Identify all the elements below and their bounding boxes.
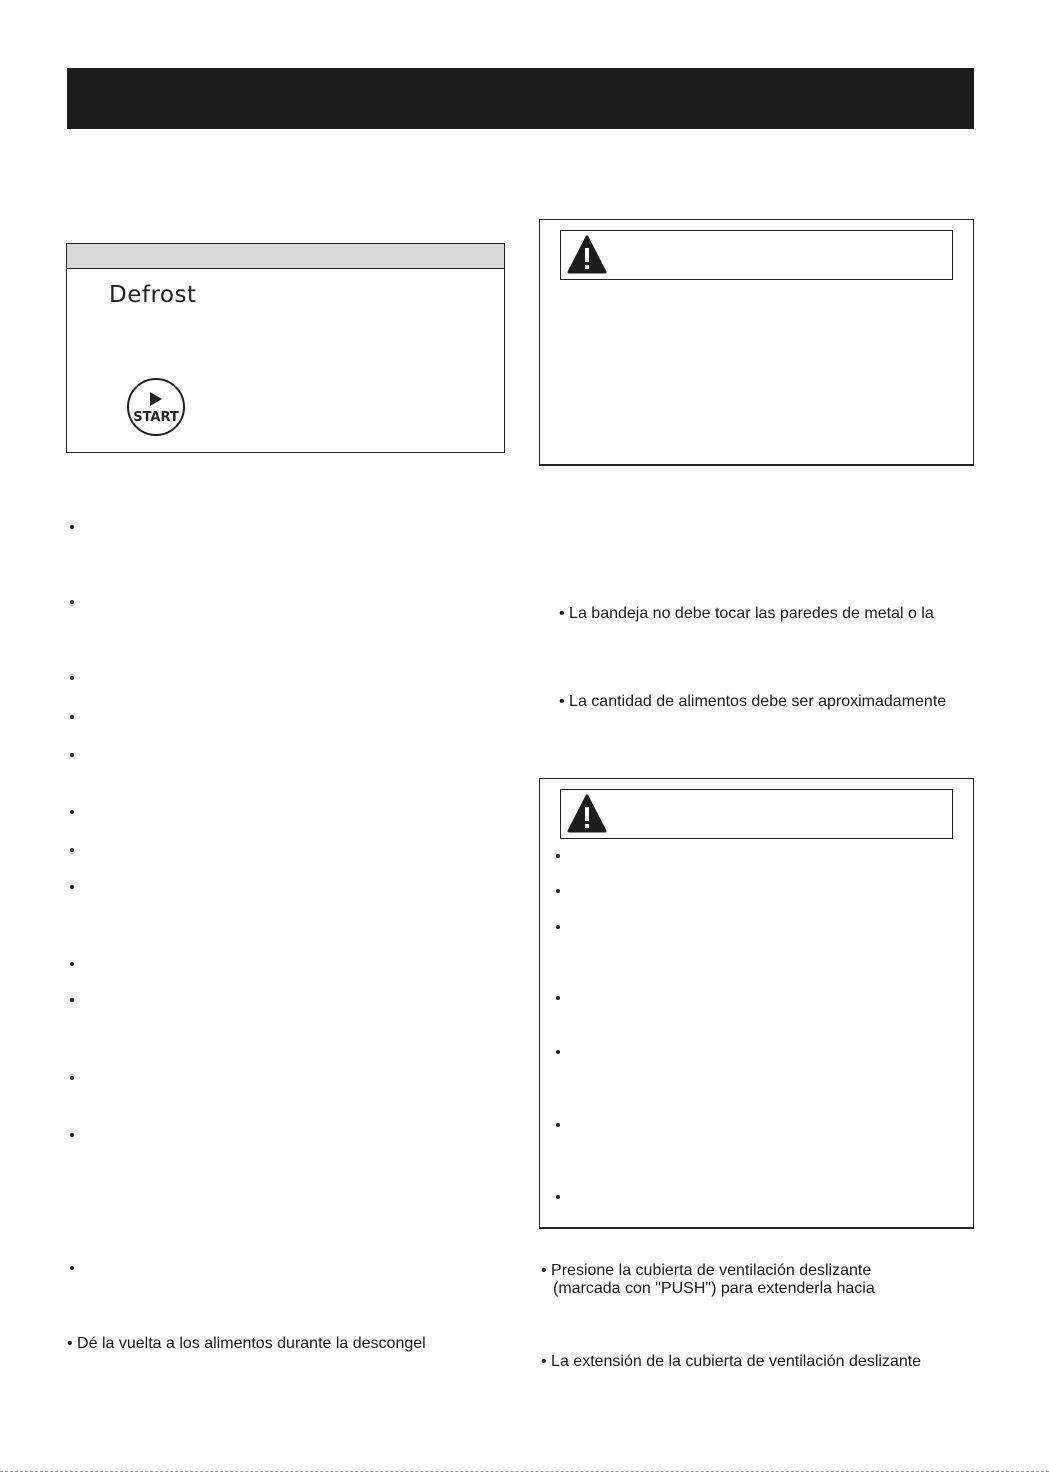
list-bullet (70, 998, 74, 1002)
list-bullet (70, 1076, 74, 1080)
warning-triangle-icon (567, 794, 607, 834)
start-button-label: START (133, 410, 179, 425)
defrost-panel (66, 243, 505, 453)
play-icon (150, 392, 162, 406)
list-bullet (556, 1050, 560, 1054)
list-bullet (70, 810, 74, 814)
press-vent-note: • Presione la cubierta de ventilación deslizante (541, 1262, 872, 1279)
warning-header (560, 230, 953, 280)
list-bullet (70, 848, 74, 852)
turn-food-note: • Dé la vuelta a los alimentos durante la descongel (67, 1335, 426, 1352)
page-header-bar (67, 68, 974, 129)
page-footer-rule (0, 1471, 1049, 1472)
list-bullet (70, 1133, 74, 1137)
warning-header (560, 789, 953, 839)
tray-note: • La bandeja no debe tocar las paredes de metal o la (559, 605, 934, 622)
vent-extension-note: • La extensión de la cubierta de ventilación deslizante (541, 1353, 922, 1370)
start-button (127, 378, 185, 436)
list-bullet (70, 962, 74, 966)
warning-box-top (539, 219, 974, 466)
list-bullet (556, 925, 560, 929)
warning-box-bottom (539, 778, 974, 1229)
list-bullet (70, 715, 74, 719)
warning-triangle-icon (567, 235, 607, 275)
defrost-panel-header (67, 244, 504, 269)
list-bullet (70, 885, 74, 889)
list-bullet (70, 600, 74, 604)
list-bullet (70, 525, 74, 529)
list-bullet (556, 996, 560, 1000)
list-bullet (70, 753, 74, 757)
list-bullet (556, 854, 560, 858)
list-bullet (70, 1266, 74, 1270)
press-vent-note-continued: (marcada con "PUSH") para extenderla hacia (553, 1280, 875, 1297)
list-bullet (556, 889, 560, 893)
defrost-button-label: Defrost (109, 282, 197, 308)
quantity-note: • La cantidad de alimentos debe ser aproximadamente (559, 693, 947, 710)
list-bullet (556, 1123, 560, 1127)
list-bullet (70, 676, 74, 680)
list-bullet (556, 1195, 560, 1199)
